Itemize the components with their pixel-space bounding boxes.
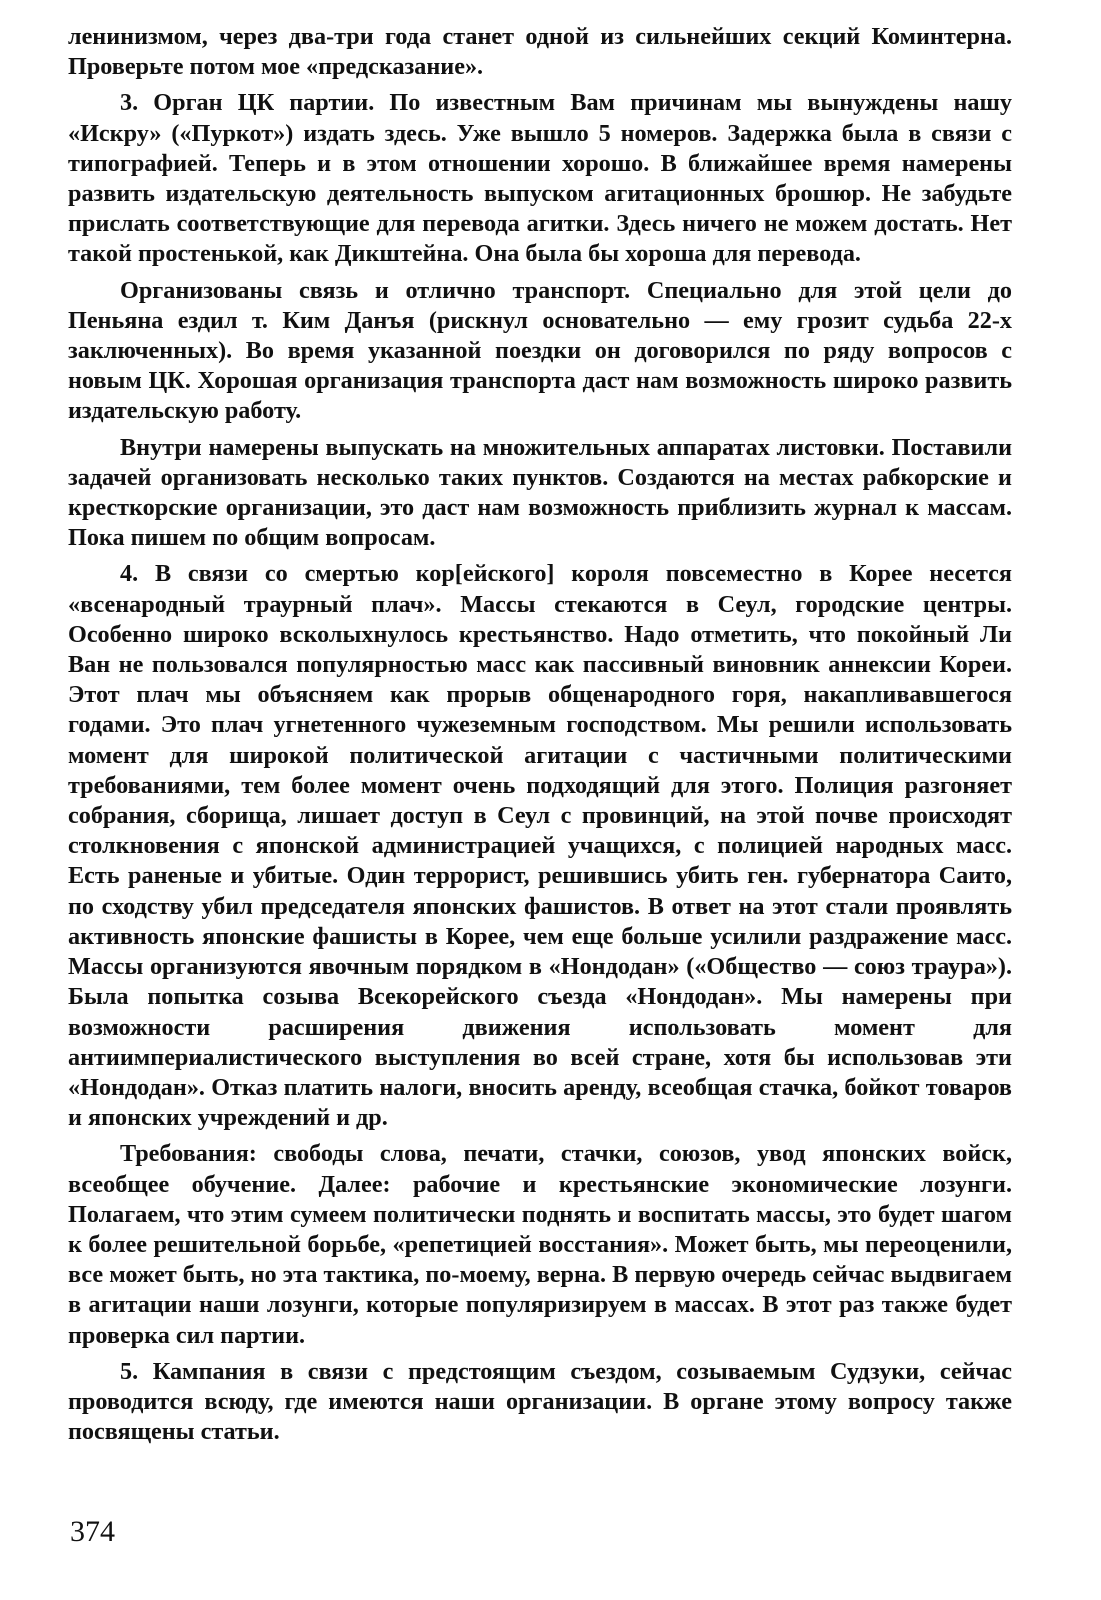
paragraph-7: 5. Кампания в связи с предстоящим съездом, созываемым Судзуки, сейчас проводится всюду, где имеются наши организации. В органе этому вопросу также посвящены статьи. — [68, 1357, 1012, 1446]
paragraph-6: Требования: свободы слова, печати, стачки, союзов, увод японских войск, всеобщее обучение. Далее: рабочие и крестьянские экономические лозунги. Полагаем, что этим сумеем политически поднять и воспитать массы, это будет шагом к более решительной борьбе, «репетицией восстания». Может быть, мы переоценили, все может быть, но эта тактика, по-моему, верна. В первую очередь сейчас выдвигаем в агитации наши лозунги, которые популяризируем в массах. В этот раз также будет проверка сил партии. — [68, 1140, 1012, 1349]
paragraph-4: Внутри намерены выпускать на множительных аппаратах листовки. Поставили задачей организовать несколько таких пунктов. Создаются на местах рабкорские и кресткорские организации, это даст нам возможность приблизить журнал к массам. Пока пишем по общим вопросам. — [68, 433, 1012, 552]
document-body — [68, 22, 1012, 1453]
page-number: 374 — [70, 1515, 115, 1548]
paragraph-3: Организованы связь и отлично транспорт. Специально для этой цели до Пеньяна ездил т. Ким Данъя (рискнул основательно — ему грозит судьба 22-х заключенных). Во время указанной поездки он договорился по ряду вопросов с новым ЦК. Хорошая организация транспорта даст нам возможность широко развить издательскую работу. — [68, 276, 1012, 425]
paragraph-5: 4. В связи со смертью кор[ейского] короля повсеместно в Корее несется «всенародный траурный плач». Массы стекаются в Сеул, городские центры. Особенно широко всколыхнулось крестьянство. Надо отметить, что покойный Ли Ван не пользовался популярностью масс как пассивный виновник аннексии Кореи. Этот плач мы объясняем как прорыв общенародного горя, накапливавшегося годами. Это плач угнетенного чужеземным господством. Мы решили использовать момент для широкой политической агитации с частичными политическими требованиями, тем более момент очень подходящий для этого. Полиция разгоняет собрания, сборища, лишает доступ в Сеул с провинций, на этой почве происходят столкновения с японской администрацией учащихся, с полицией народных масс. Есть раненые и убитые. Один террорист, решившись убить ген. губернатора Саито, по сходству убил председателя японских фашистов. В ответ на этот стали проявлять активность японские фашисты в Корее, чем еще больше усилили раздражение масс. Массы организуются явочным порядком в «Нондодан» («Общество — союз траура»). Была попытка созыва Всекорейского съезда «Нондодан». Мы намерены при возможности расширения движения использовать момент для антиимпериалистического выступления во всей стране, хотя бы использовав эти «Нондодан». Отказ платить налоги, вносить аренду, всеобщая стачка, бойкот товаров и японских учреждений и др. — [68, 560, 1012, 1132]
paragraph-1: ленинизмом, через два-три года станет одной из сильнейших секций Коминтерна. Проверьте потом мое «предсказание». — [68, 23, 1012, 81]
paragraph-2: 3. Орган ЦК партии. По известным Вам причинам мы вынуждены нашу «Искру» («Пуркот») издать здесь. Уже вышло 5 номеров. Задержка была в связи с типографией. Теперь и в этом отношении хорошо. В ближайшее время намерены развить издательскую деятельность выпуском агитационных брошюр. Не забудьте прислать соответствующие для перевода агитки. Здесь ничего не можем достать. Нет такой простенькой, как Дикштейна. Она была бы хороша для перевода. — [68, 89, 1012, 268]
